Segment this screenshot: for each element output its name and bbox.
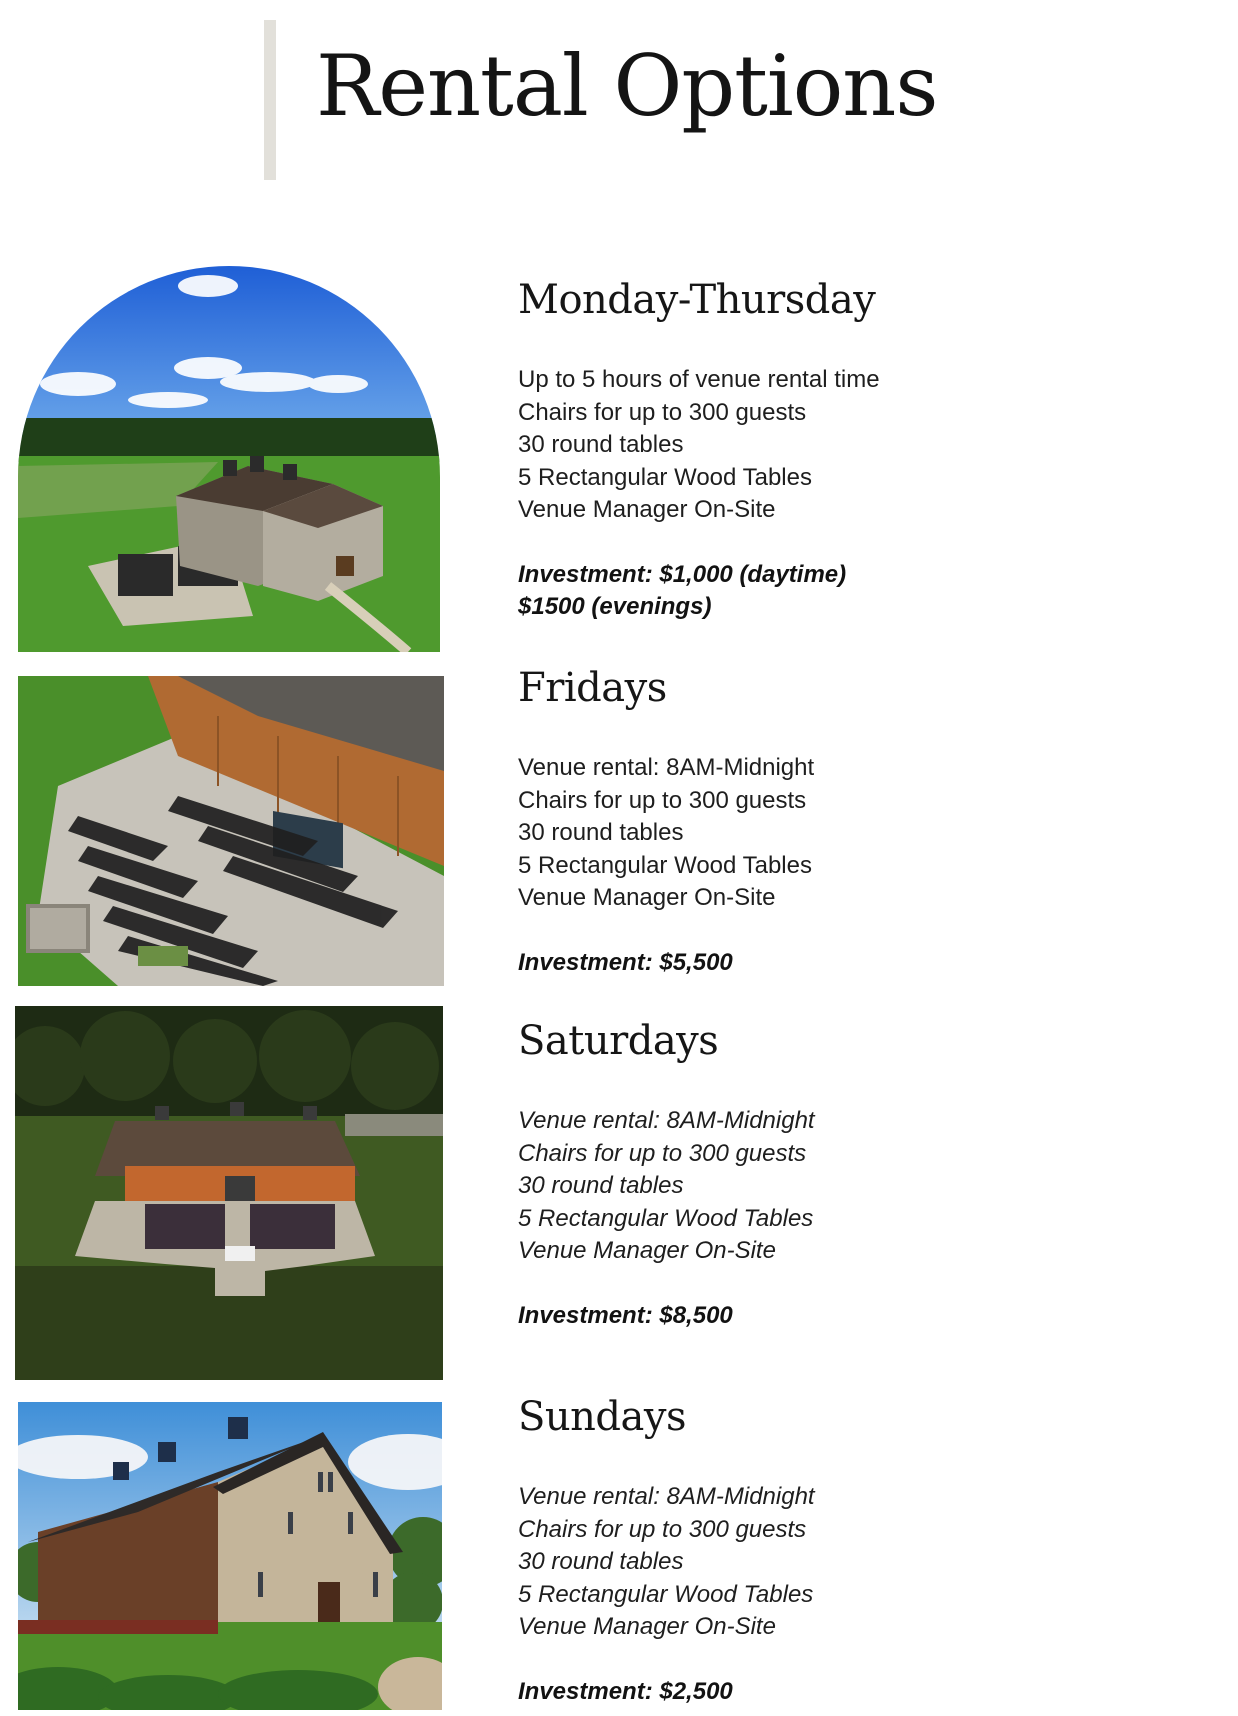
venue-photo-barn-rendering bbox=[18, 1402, 442, 1710]
section-heading: Sundays bbox=[518, 1394, 687, 1440]
feature-list bbox=[518, 752, 1198, 915]
feature-item: Chairs for up to 300 guests bbox=[518, 1139, 807, 1167]
feature-list bbox=[518, 364, 1198, 527]
feature-item: Venue rental: 8AM-Midnight bbox=[518, 1483, 815, 1510]
rental-option-fridays bbox=[518, 664, 1198, 979]
investment-price bbox=[518, 947, 1198, 979]
feature-item: 5 Rectangular Wood Tables bbox=[518, 1580, 814, 1608]
venue-photo-stone-barn-aerial bbox=[18, 266, 440, 652]
investment-line: $1500 (evenings) bbox=[518, 592, 712, 620]
feature-item: 30 round tables bbox=[518, 1172, 684, 1199]
feature-item: Chairs for up to 300 guests bbox=[518, 786, 807, 814]
feature-item: 30 round tables bbox=[518, 431, 684, 458]
feature-item: 30 round tables bbox=[518, 819, 684, 846]
venue-photo-wedding-ceremony-aerial bbox=[15, 1006, 443, 1380]
feature-item: 5 Rectangular Wood Tables bbox=[518, 463, 812, 491]
feature-item: Up to 5 hours of venue rental time bbox=[518, 366, 880, 393]
investment-price bbox=[518, 1300, 1198, 1332]
feature-item: Chairs for up to 300 guests bbox=[518, 1515, 807, 1543]
feature-item: Venue Manager On-Site bbox=[518, 496, 776, 523]
feature-list bbox=[518, 1481, 1198, 1644]
feature-list bbox=[518, 1105, 1198, 1268]
investment-line: Investment: $5,500 bbox=[518, 948, 733, 976]
feature-item: 5 Rectangular Wood Tables bbox=[518, 1204, 814, 1232]
investment-price bbox=[518, 1676, 1198, 1708]
title-accent-bar bbox=[264, 20, 276, 180]
feature-item: Venue Manager On-Site bbox=[518, 1237, 776, 1264]
section-heading: Monday-Thursday bbox=[518, 277, 876, 323]
investment-line: Investment: $8,500 bbox=[518, 1301, 733, 1329]
rental-option-saturdays bbox=[518, 1017, 1198, 1332]
section-heading: Saturdays bbox=[518, 1018, 719, 1064]
venue-photo-barn-patio-chairs bbox=[18, 676, 444, 986]
feature-item: Venue Manager On-Site bbox=[518, 884, 776, 911]
feature-item: Venue rental: 8AM-Midnight bbox=[518, 1107, 815, 1134]
section-heading: Fridays bbox=[518, 665, 667, 711]
feature-item: 30 round tables bbox=[518, 1548, 684, 1575]
feature-item: Chairs for up to 300 guests bbox=[518, 398, 807, 426]
rental-option-sundays bbox=[518, 1393, 1198, 1708]
feature-item: Venue Manager On-Site bbox=[518, 1613, 776, 1640]
rental-option-monday-thursday bbox=[518, 276, 1198, 623]
investment-line: Investment: $1,000 (daytime) bbox=[518, 560, 847, 588]
investment-price bbox=[518, 559, 1198, 623]
investment-line: Investment: $2,500 bbox=[518, 1677, 733, 1705]
feature-item: 5 Rectangular Wood Tables bbox=[518, 851, 812, 879]
page-title: Rental Options bbox=[316, 37, 938, 135]
feature-item: Venue rental: 8AM-Midnight bbox=[518, 754, 815, 781]
